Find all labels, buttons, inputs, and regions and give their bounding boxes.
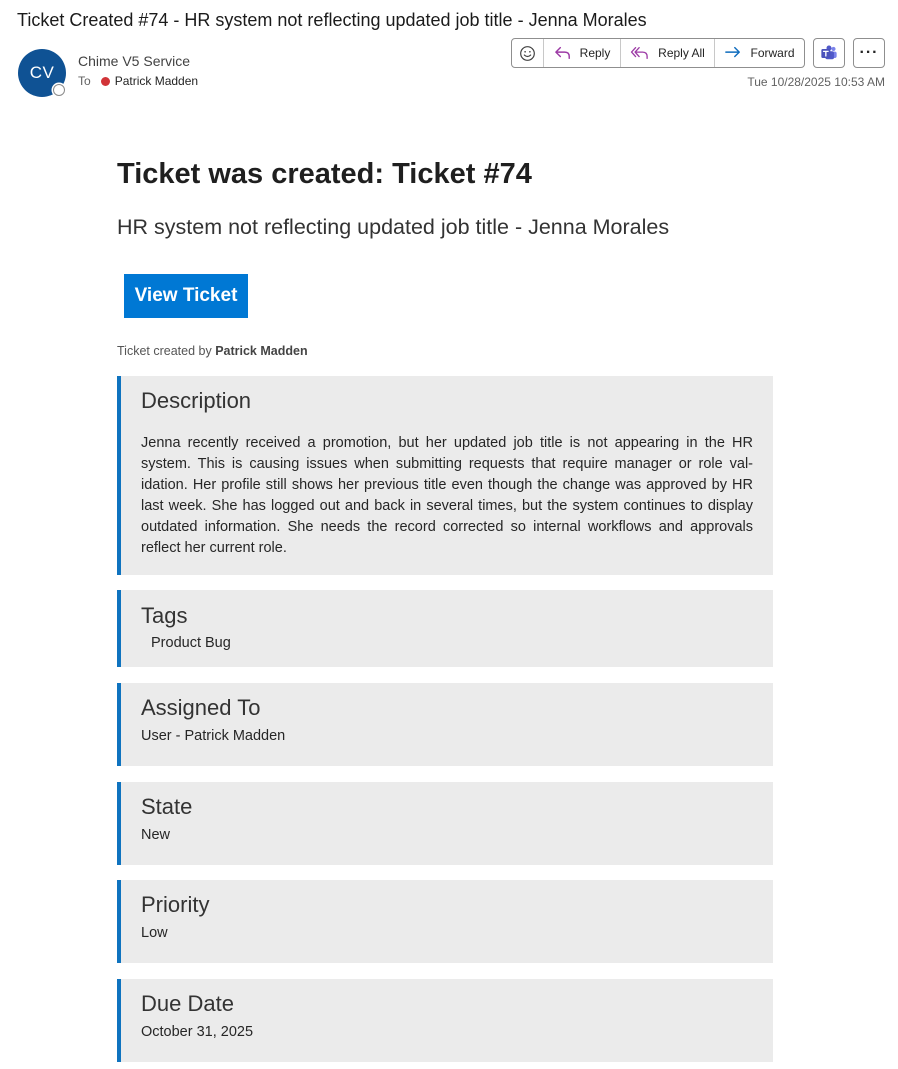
assigned-to-card [117,683,773,766]
email-subject: Ticket Created #74 - HR system not reflecting updated job title - Jenna Morales [17,10,647,30]
description-text: Jenna recently received a promotion, but her updated job title is not appearing in the HR system. This is causing issues when submitting requests that require manager or role val-idation. Her profile still shows her previous title even though the change was approved by HR last week. She has logged out and back in several times, but the system continues to display outdated information. She needs the record corrected so internal workflows and approvals reflect her current role. [141,435,753,556]
recipient-presence-icon [101,77,110,86]
reply-all-button[interactable] [621,39,715,67]
view-ticket-button[interactable]: View Ticket [124,274,248,318]
recipient-name[interactable]: Patrick Madden [114,74,199,88]
due-date-heading: Due Date [141,991,234,1016]
teams-icon [820,44,838,62]
priority-value: Low [141,925,168,941]
received-timestamp: Tue 10/28/2025 10:53 AM [747,75,885,89]
reply-button[interactable] [544,39,621,67]
ticket-title: Ticket was created: Ticket #74 [117,158,532,190]
state-card [117,782,773,865]
created-by-prefix: Ticket created by [117,344,216,358]
sender-name[interactable]: Chime V5 Service [78,53,191,69]
message-actions-toolbar [511,38,805,68]
forward-button[interactable] [715,39,804,67]
assigned-to-heading: Assigned To [141,695,261,720]
presence-status-icon [53,84,65,96]
due-date-card [117,979,773,1062]
forward-arrow-icon [724,45,742,61]
teams-chat-button[interactable] [813,38,845,68]
reply-all-arrow-icon [630,45,650,61]
priority-heading: Priority [141,892,210,917]
state-value: New [141,827,171,843]
description-card [117,376,773,575]
more-actions-button[interactable] [853,38,885,68]
ticket-created-by [117,344,308,358]
to-label: To [78,74,91,88]
priority-card [117,880,773,963]
tags-heading: Tags [141,603,188,628]
tags-card [117,590,773,667]
state-heading: State [141,794,193,819]
react-button[interactable] [512,39,544,67]
recipient-line [78,74,198,88]
forward-label: Forward [750,46,795,60]
smiley-icon [519,45,536,62]
due-date-value: October 31, 2025 [141,1024,254,1040]
description-heading: Description [141,388,252,413]
reply-all-label: Reply All [658,46,705,60]
assigned-to-value: User - Patrick Madden [141,728,286,744]
avatar-initials: CV [29,63,55,82]
tag-item: Product Bug [151,635,231,651]
reply-label: Reply [579,46,611,60]
ticket-subtitle: HR system not reflecting updated job title - Jenna Morales [117,215,670,239]
reply-arrow-icon [554,45,572,61]
created-by-name: Patrick Madden [215,344,308,358]
more-icon: ··· [859,44,879,61]
